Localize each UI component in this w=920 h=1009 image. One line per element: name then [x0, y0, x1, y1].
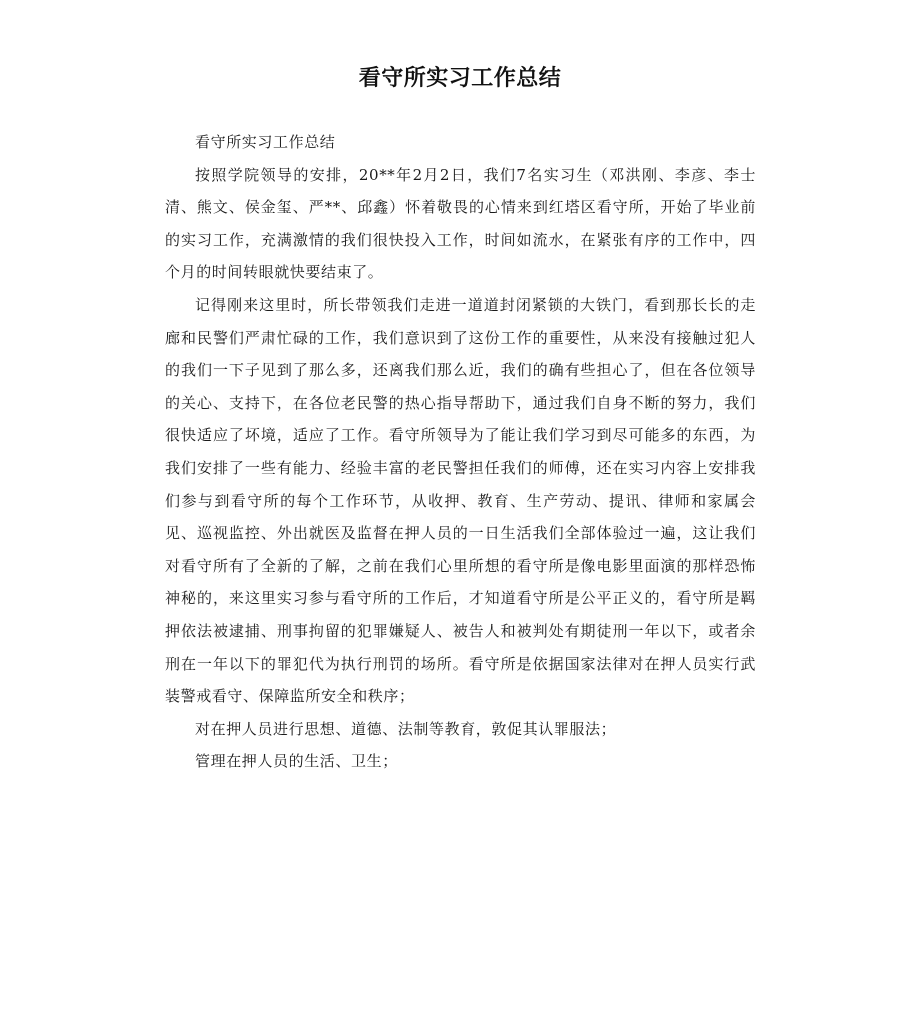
paragraph-experience: 记得刚来这里时，所长带领我们走进一道道封闭紧锁的大铁门，看到那长长的走廊和民警们严肃忙碌的工作，我们意识到了这份工作的重要性，从来没有接触过犯人的我们一下子见到了那么多，还离我们那么近，我们的确有些担心了，但在各位领导的关心、支持下，在各位老民警的热心指导帮助下，通过我们自身不断的努力，我们很快适应了坏境，适应了工作。看守所领导为了能让我们学习到尽可能多的东西，为我们安排了一些有能力、经验丰富的老民警担任我们的师傅，还在实习内容上安排我们参与到看守所的每个工作环节，从收押、教育、生产劳动、提讯、律师和家属会见、巡视监控、外出就医及监督在押人员的一日生活我们全部体验过一遍，这让我们对看守所有了全新的了解，之前在我们心里所想的看守所是像电影里面演的那样恐怖神秘的，来这里实习参与看守所的工作后，才知道看守所是公平正义的，看守所是羁押依法被逮捕、刑事拘留的犯罪嫌疑人、被告人和被判处有期徒刑一年以下，或者余刑在一年以下的罪犯代为执行刑罚的场所。看守所是依据国家法律对在押人员实行武装警戒看守、保障监所安全和秩序； [165, 295, 756, 706]
document-body [165, 126, 756, 778]
paragraph-management: 管理在押人员的生活、卫生； [195, 752, 398, 771]
paragraph-education: 对在押人员进行思想、道德、法制等教育，敦促其认罪服法； [195, 719, 617, 738]
document-title: 看守所实习工作总结 [358, 66, 562, 91]
paragraph-intro: 按照学院领导的安排，20**年2月2日，我们7名实习生（邓洪刚、李彦、李士清、熊文、侯金玺、严**、邱鑫）怀着敬畏的心情来到红塔区看守所，开始了毕业前的实习工作，充满激情的我们很快投入工作，时间如流水，在紧张有序的工作中，四个月的时间转眼就快要结束了。 [165, 165, 756, 282]
paragraph-heading: 看守所实习工作总结 [195, 133, 336, 151]
